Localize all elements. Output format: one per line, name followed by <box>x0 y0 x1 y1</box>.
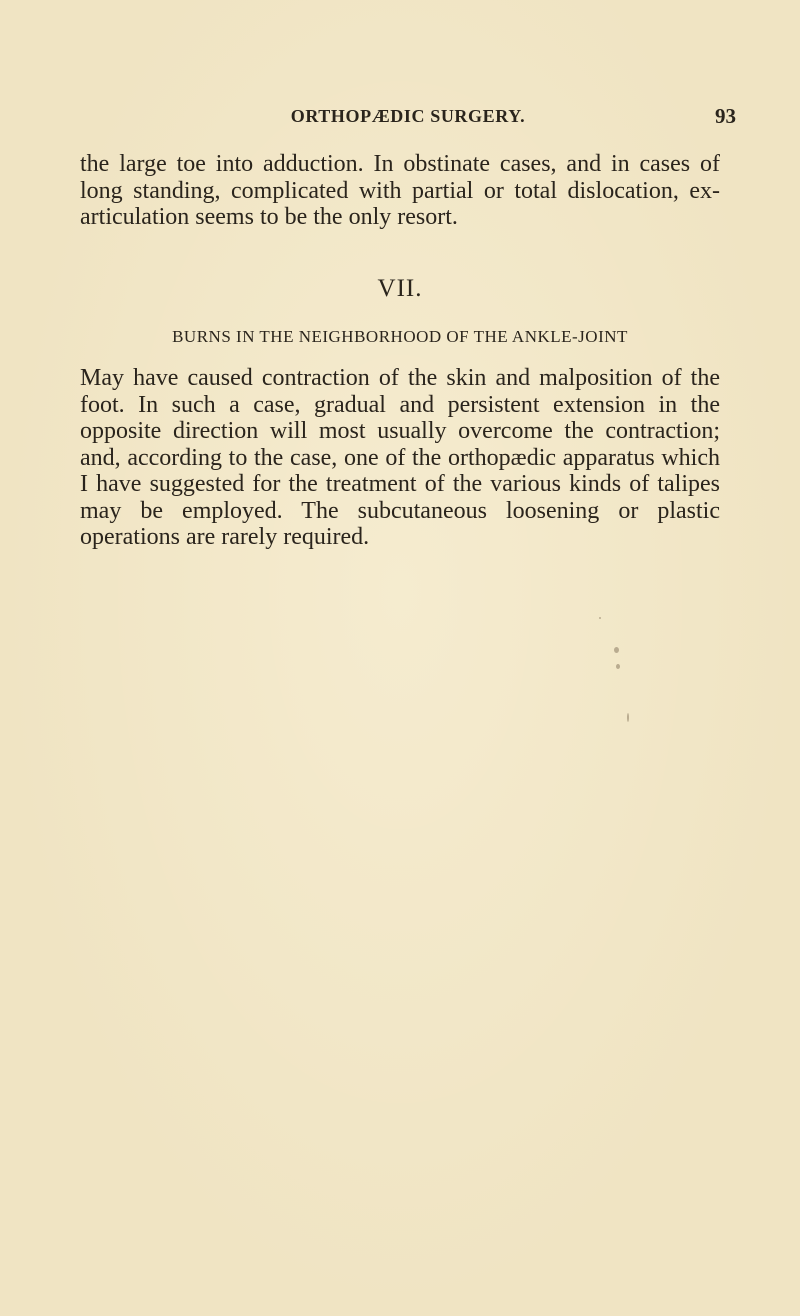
paper-speck <box>627 713 629 722</box>
section-body-paragraph: May have caused contraction of the skin and malposition of the foot. In such a case, gradual and persistent extension in the opposite direction will most usually overcome the contraction; and, according to the case, one of the orthopædic apparatus which I have suggested for the treatment of the various kinds of talipes may be employed. The subcutaneous loosening or plastic operations are rarely required. <box>80 365 720 550</box>
paper-speck <box>599 617 601 619</box>
running-title: ORTHOPÆDIC SURGERY. <box>290 106 526 126</box>
running-head <box>80 106 736 134</box>
section-heading: BURNS IN THE NEIGHBORHOOD OF THE ANKLE-JOINT <box>172 327 628 346</box>
paper-speck <box>614 647 619 653</box>
paper-speck <box>616 664 620 669</box>
page-number: 93 <box>715 104 736 128</box>
continuation-paragraph: the large toe into adduction. In obstinate cases, and in cases of long standing, complicated with partial or total dislocation, ex-articulation seems to be the only resort. <box>80 151 720 230</box>
section-numeral: VII. <box>377 275 423 302</box>
